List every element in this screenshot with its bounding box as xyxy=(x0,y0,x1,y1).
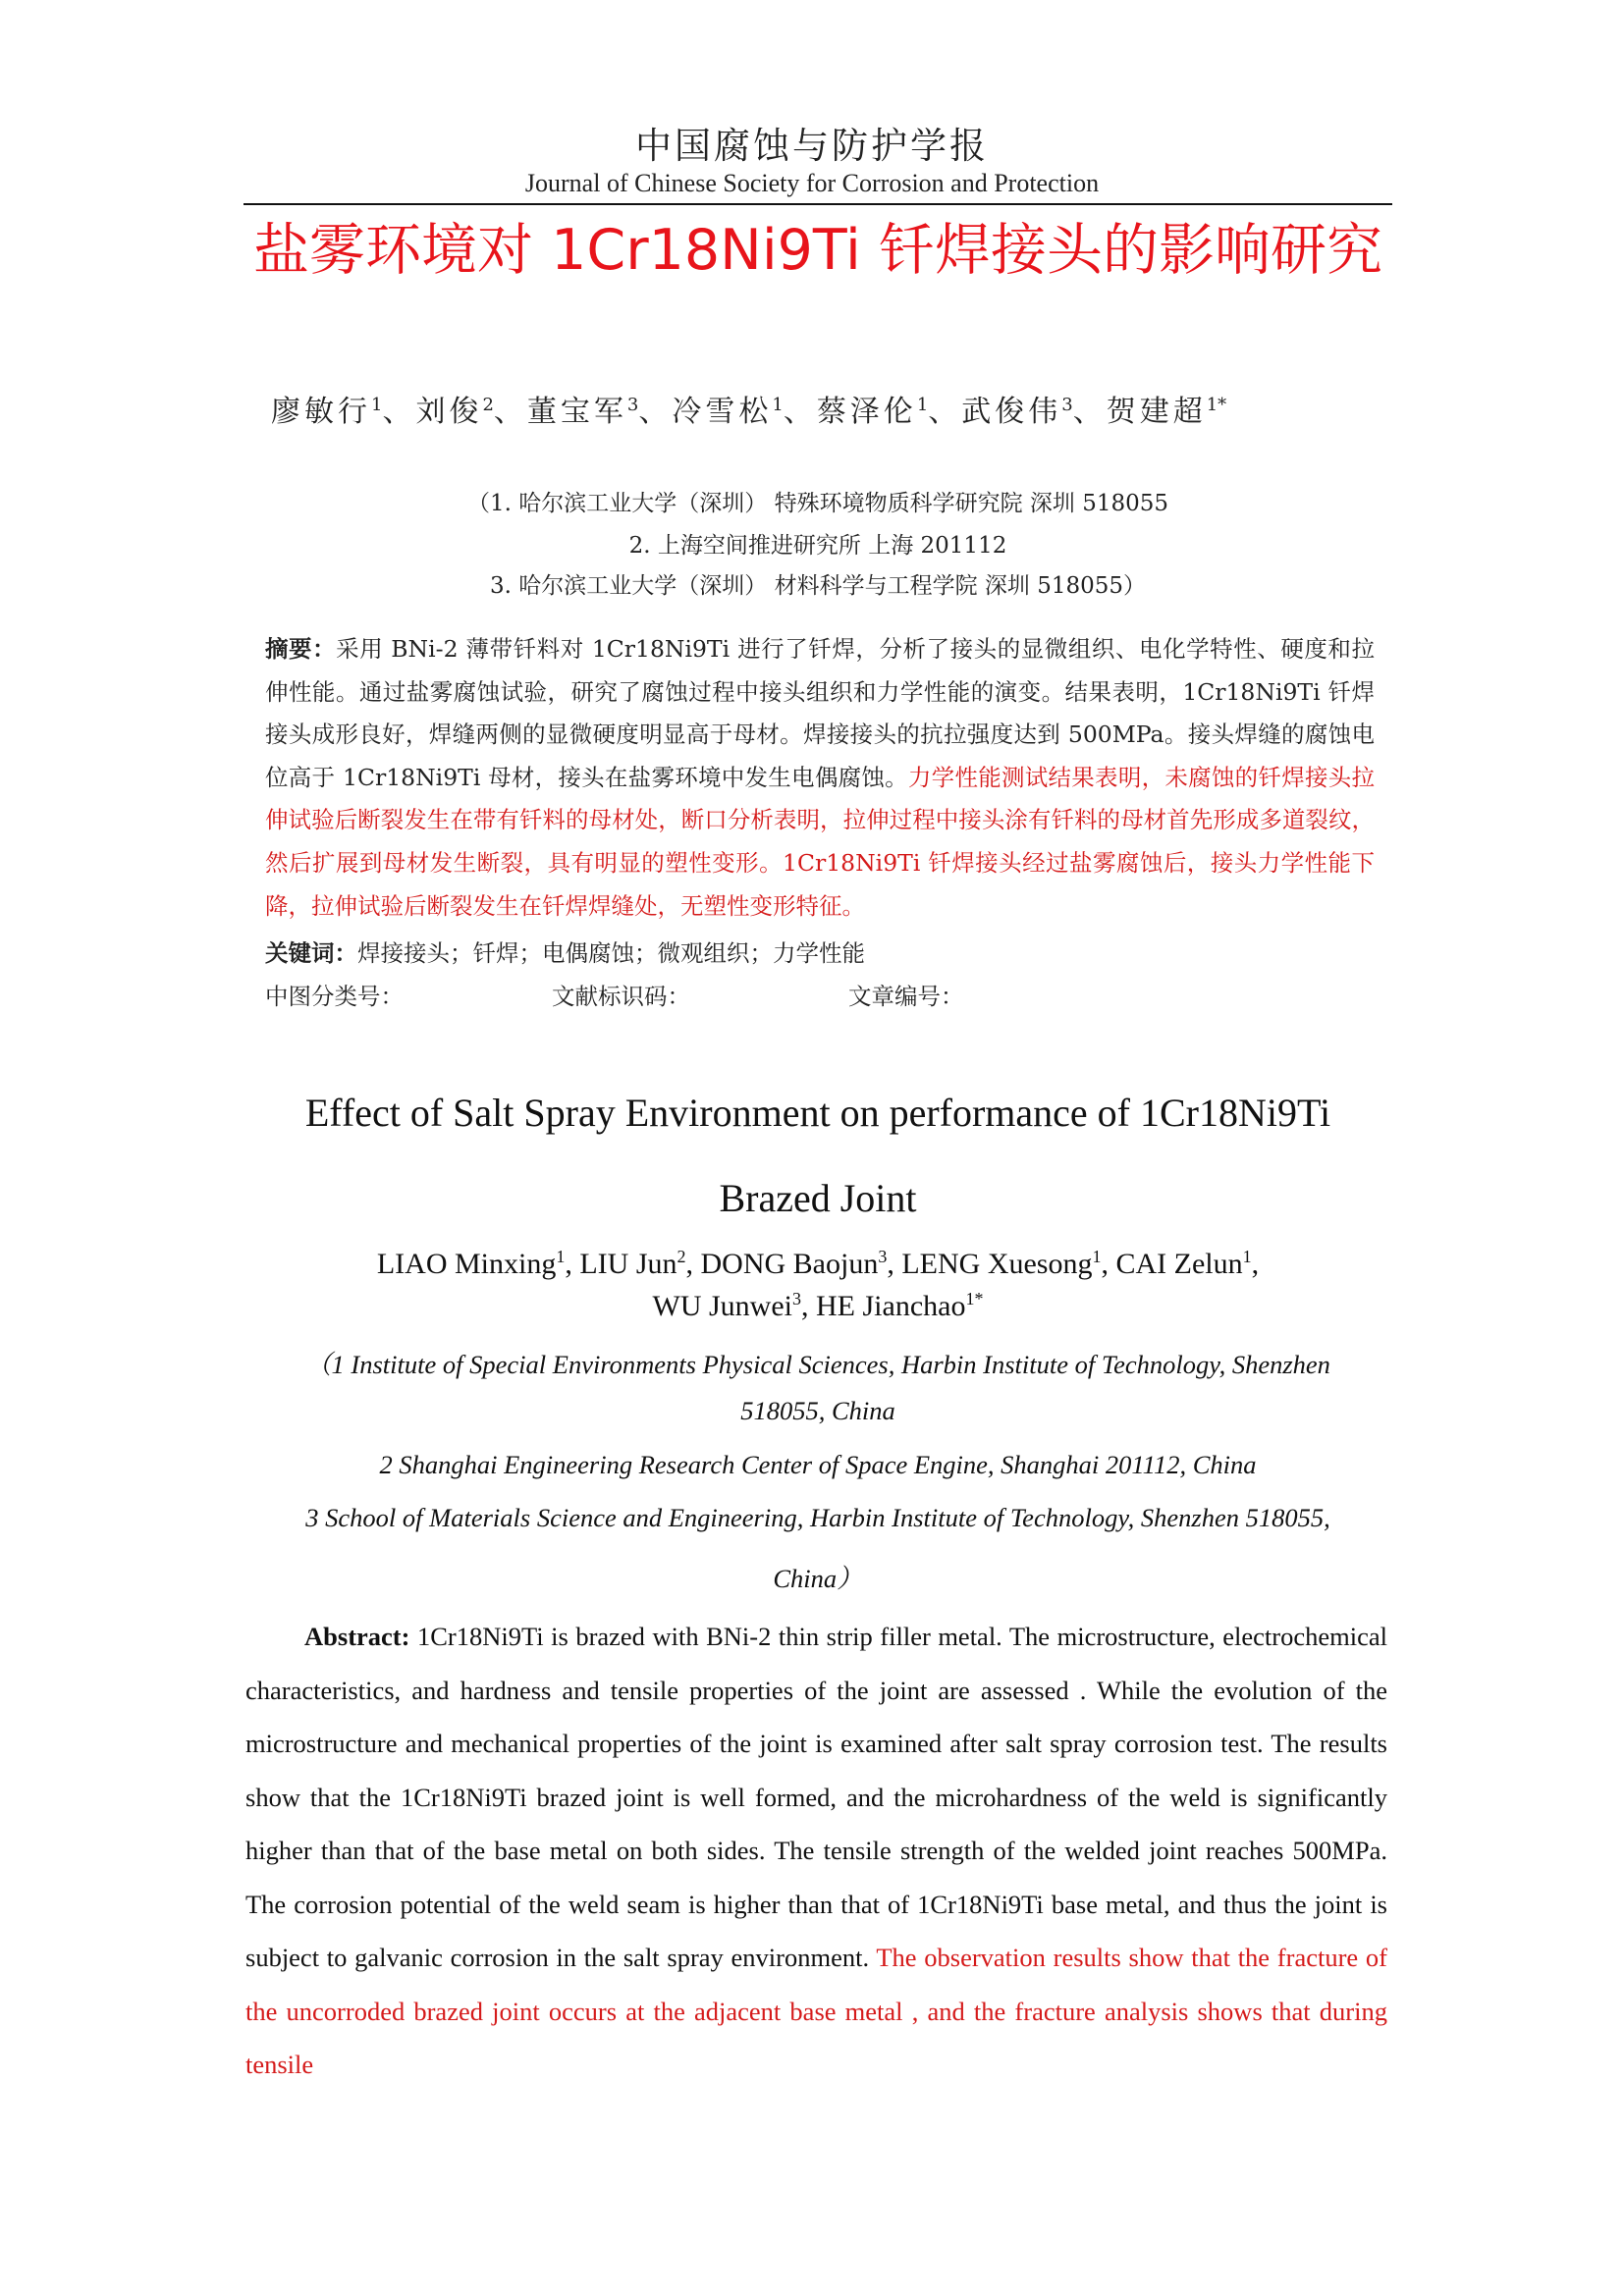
paper-title-cn: 盐雾环境对 1Cr18Ni9Ti 钎焊接头的影响研究 xyxy=(253,218,1382,283)
affiliation-cn: （1. 哈尔滨工业大学（深圳） 特殊环境物质科学研究院 深圳 518055 xyxy=(467,491,1168,516)
abstract-label-cn: 摘要： xyxy=(265,635,337,663)
affiliation-en: 2 Shanghai Engineering Research Center of Space Engine, Shanghai 201112, China xyxy=(379,1450,1257,1479)
abstract-highlight-cn: 力学性能测试结果表明，未腐蚀的钎焊接头拉伸试验后断裂发生在带有钎料的母材处，断口分析表明，拉伸过程中接头涂有钎料的母材首先形成多道裂纹，然后扩展到母材发生断裂，具有明显的塑性变形。1Cr18Ni9Ti 钎焊接头经过盐雾腐蚀后，接头力学性能下降，拉伸试验后断裂发生在钎焊焊缝处，无塑性变形特征。 xyxy=(265,763,1376,920)
abstract-text-en: 1Cr18Ni9Ti is brazed with BNi-2 thin strip filler metal. The microstructure, electrochemical characteristics, and hardness and tensile properties of the joint are assessed . While the evolution of the microstructure and mechanical properties of the joint is examined after salt spray corrosion test. The results show that the 1Cr18Ni9Ti brazed joint is well formed, and the microhardness of the weld is significantly higher than that of the base metal on both sides. The tensile strength of the welded joint reaches 500MPa. The corrosion potential of the weld seam is higher than that of 1Cr18Ni9Ti base metal, and thus the joint is subject to galvanic corrosion in the salt spray environment. xyxy=(245,1622,1387,1972)
affiliation-cn: 2. 上海空间推进研究所 上海 201112 xyxy=(628,533,1007,559)
author-en: LIU Jun$^2$, xyxy=(579,1247,701,1280)
author-list-en-line2 xyxy=(244,1289,1392,1323)
affiliation-cn: 3. 哈尔滨工业大学（深圳） 材料科学与工程学院 深圳 518055） xyxy=(490,573,1146,599)
author-list-en-line1 xyxy=(244,1247,1392,1281)
abstract-en xyxy=(245,1610,1387,2092)
author-cn: 廖敏行$^1$、 xyxy=(271,395,416,429)
author-cn: 贺建超$^{1*}$ xyxy=(1106,395,1227,429)
author-cn: 董宝军$^3$、 xyxy=(526,395,673,429)
clc-number-label: 中图分类号： xyxy=(265,983,404,1010)
author-en: LENG Xuesong$^1$, xyxy=(901,1247,1116,1280)
author-en: HE Jianchao$^{1*}$ xyxy=(816,1289,984,1322)
author-en: WU Junwei$^3$, xyxy=(652,1289,817,1322)
author-en: LIAO Minxing$^1$, xyxy=(376,1247,580,1280)
journal-name-cn: 中国腐蚀与防护学报 xyxy=(635,125,989,167)
paper-title-en-line2: Brazed Joint xyxy=(719,1176,917,1220)
author-cn: 冷雪松$^1$、 xyxy=(672,395,817,429)
abstract-text-cn: 采用 BNi-2 薄带钎料对 1Cr18Ni9Ti 进行了钎焊，分析了接头的显微组织、电化学特性、硬度和拉伸性能。通过盐雾腐蚀试验，研究了腐蚀过程中接头组织和力学性能的演变。结果表明，1Cr18Ni9Ti 钎焊接头成形良好，焊缝两侧的显微硬度明显高于母材。焊接接头的抗拉强度达到 500MPa。接头焊缝的腐蚀电位高于 1Cr18Ni9Ti 母材，接头在盐雾环境中发生电偶腐蚀。 xyxy=(265,635,1375,791)
document-code-label: 文献标识码： xyxy=(552,983,690,1010)
abstract-cn xyxy=(265,628,1375,928)
journal-name-en: Journal of Chinese Society for Corrosion and Protection xyxy=(524,169,1100,197)
author-en: CAI Zelun$^1$, xyxy=(1115,1247,1260,1280)
keywords-label-cn: 关键词： xyxy=(265,939,357,967)
author-cn: 刘俊$^2$、 xyxy=(415,395,527,429)
author-list-cn xyxy=(271,387,1390,430)
affiliation-en: 518055, China xyxy=(740,1396,895,1425)
keywords-text-cn: 焊接接头；钎焊；电偶腐蚀；微观组织；力学性能 xyxy=(357,939,865,967)
author-cn: 武俊伟$^3$、 xyxy=(961,395,1107,429)
abstract-highlight-en: The observation results show that the fracture of the uncorroded brazed joint occurs at the adjacent base metal , and the fracture analysis shows that during tensile xyxy=(245,1943,1387,2079)
abstract-label-en: Abstract: xyxy=(304,1622,410,1651)
article-number-label: 文章编号： xyxy=(848,983,964,1010)
paper-title-en-line1: Effect of Salt Spray Environment on performance of 1Cr18Ni9Ti xyxy=(304,1091,1331,1135)
affiliation-en: 3 School of Materials Science and Engineering, Harbin Institute of Technology, Shenzhen 518055, xyxy=(305,1503,1330,1532)
keywords-cn xyxy=(265,934,1375,968)
header-divider xyxy=(244,203,1392,205)
author-en: DONG Baojun$^3$, xyxy=(700,1247,902,1280)
affiliation-en: China） xyxy=(773,1564,863,1593)
author-cn: 蔡泽伦$^1$、 xyxy=(816,395,962,429)
affiliation-en: （1 Institute of Special Environments Physical Sciences, Harbin Institute of Technology, Shenzhen xyxy=(305,1350,1330,1379)
